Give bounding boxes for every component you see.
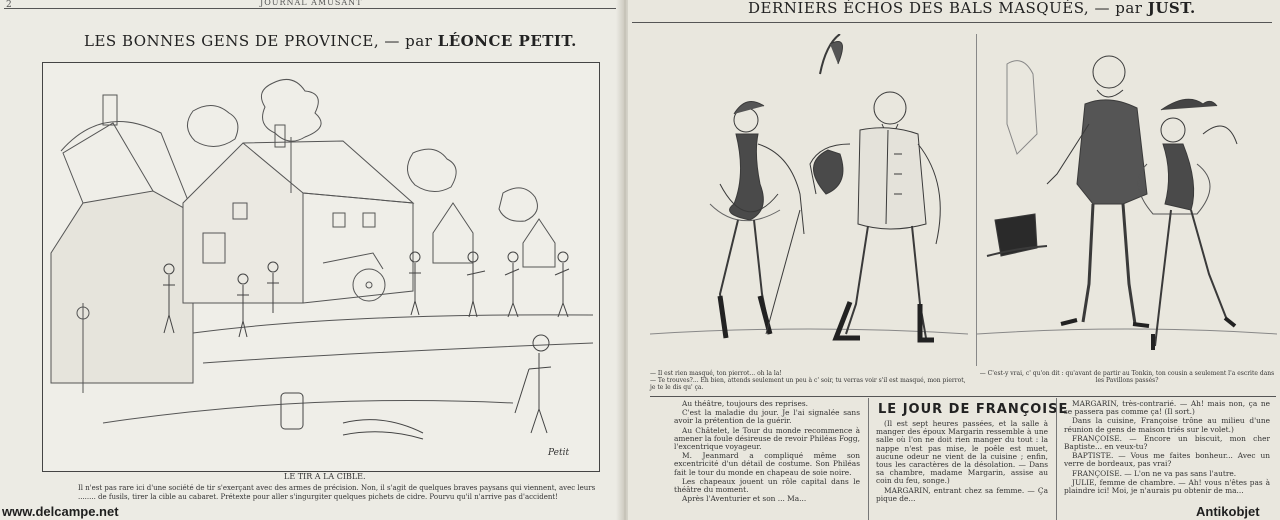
column-divider-2: [1056, 398, 1057, 520]
right-page-title: [748, 0, 1196, 17]
running-head: JOURNAL AMUSANT: [260, 0, 363, 7]
left-cartoon-caption: [650, 370, 968, 391]
column-middle-title: LE JOUR DE FRANÇOISE: [878, 402, 1069, 417]
masked-ball-cartoon-right: [976, 34, 1277, 366]
masked-ball-cartoon-left: [650, 34, 968, 366]
right-page: [628, 0, 1280, 520]
left-title-text: LES BONNES GENS DE PROVINCE, — par: [84, 32, 433, 50]
col-right-para-3: FRANÇOISE. — Encore un biscuit, mon cher Baptiste... en veux-tu?: [1064, 433, 1270, 452]
left-cartoon-caption-line-1: — Il est rien masqué, ton pierrot... oh la la!: [650, 370, 782, 377]
col-right-para-2: Dans la cuisine, Françoise trône au milieu d'une réunion de gens de maison triés sur le volet.): [1064, 416, 1270, 434]
col-left-para-5: Les chapeaux jouent un rôle capital dans le théâtre du moment.: [674, 476, 860, 495]
pierrot-and-dancer-drawing: [650, 34, 968, 366]
right-title-author: JUST.: [1147, 0, 1196, 17]
col-middle-para-1: (Il est sept heures passées, et la salle à manger des époux Margarin ressemble à une salle où l'on ne doit rien manger du tout : la nappe n'est pas mise, le poêle est muet, aucune odeur ne vient de la cuisine ; enfin, tous les caractères de la désolation. — Dans sa chambre, madame Margarin, assise au coin du feu, songe.): [876, 420, 1048, 486]
watermark-antikobjet: Antikobjet: [1196, 504, 1260, 519]
page-number: 2: [6, 0, 13, 10]
col-right-para-4: BAPTISTE. — Vous me faites bonheur... Avec un verre de bordeaux, pas vrai?: [1064, 451, 1270, 469]
gentleman-and-dancer-drawing: [977, 34, 1277, 366]
columns-top-rule: [650, 396, 1276, 397]
watermark-delcampe: www.delcampe.net: [2, 504, 119, 519]
right-cartoon-caption: — C'est-y vrai, c' qu'on dit : qu'avant de partir au Tonkin, ton cousin a seulement l'a escrite dans les Pavillons passés?: [979, 370, 1275, 384]
column-left-theatre: [674, 400, 860, 520]
left-page-title: [84, 32, 577, 50]
header-rule: [4, 8, 616, 9]
right-header-rule: [632, 22, 1272, 23]
column-right-story: [1064, 400, 1270, 520]
col-left-para-3: Au Châtelet, le Tour du monde recommence à amener la foule désireuse de revoir Philéas Fogg, l'excentrique voyageur.: [674, 425, 860, 452]
village-scene-drawing: [43, 63, 599, 471]
left-page: [0, 0, 624, 520]
province-illustration: [42, 62, 600, 472]
col-right-para-5: FRANÇOISE. — L'on ne va pas sans l'autre.: [1072, 468, 1237, 478]
col-right-para-6: JULIE, femme de chambre. — Ah! vous n'êtes pas à plaindre ici! Moi, je n'aurais pu obtenir de ma...: [1064, 477, 1270, 496]
illustration-signature: Petit: [548, 448, 570, 458]
column-middle-story: [876, 420, 1048, 520]
left-body-line-2: ........ de fusils, tirer la cible au cabaret. Prétexte pour aller s'ingurgiter quelques pichets de cidre. Pourvu qu'il n'arrive pas d'accident!: [78, 493, 558, 501]
col-left-para-6: Après l'Aventurier et son ... Ma...: [682, 494, 807, 504]
col-left-para-1: Au théâtre, toujours des reprises.: [682, 400, 808, 408]
illustration-caption: LE TIR A LA CIBLE.: [284, 472, 366, 481]
left-cartoon-caption-line-2: — Te trouves?... Eh bien, attends seulement un peu à c' soir, tu verras voir s'il est masqué, mon pierrot, je te le dis qu' ça.: [650, 377, 966, 391]
right-title-text: DERNIERS ÉCHOS DES BALS MASQUÉS, — par: [748, 0, 1143, 17]
left-body-line-1: Il n'est pas rare ici d'une société de tir s'exerçant avec des armes de précision. Non, il s'agit de quelques braves paysans qui viennent, avec leurs: [78, 484, 596, 492]
col-left-para-4: M. Jeanmard a compliqué même son excentricité d'un détail de costume. Son Philéas fait le tour du monde en chapeau de soie noire.: [674, 451, 860, 477]
col-middle-para-2: MARGARIN, entrant chez sa femme. — Ça pique de...: [876, 485, 1048, 503]
left-title-author: LÉONCE PETIT.: [437, 32, 577, 50]
col-right-para-1: MARGARIN, très-contrarié. — Ah! mais non, ça ne se passera pas comme ça! (Il sort.): [1064, 400, 1270, 417]
col-left-para-2: C'est la maladie du jour. Je l'ai signalée sans avoir la prétention de la guérir.: [674, 408, 860, 426]
column-divider-1: [868, 398, 869, 520]
left-page-body: [70, 484, 610, 514]
